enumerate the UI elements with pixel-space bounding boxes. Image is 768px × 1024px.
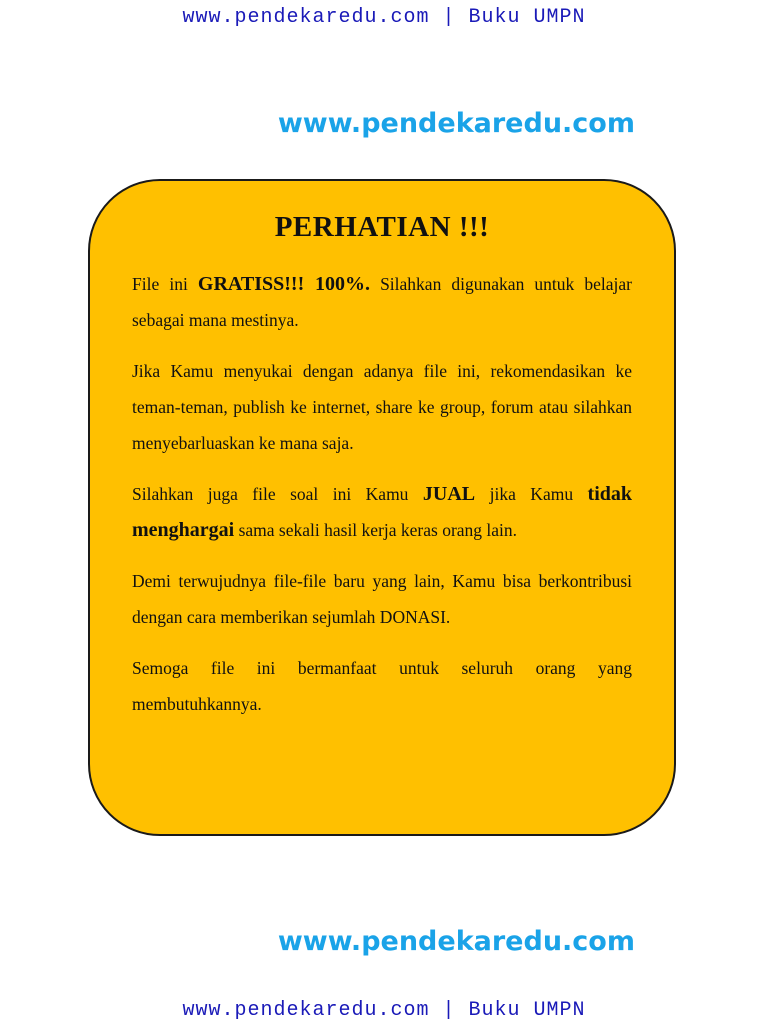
footer-text: www.pendekaredu.com | Buku UMPN: [182, 999, 586, 1022]
notice-title: PERHATIAN !!!: [274, 211, 490, 243]
notice-box: [88, 179, 676, 836]
sell-emphasis: JUAL: [422, 483, 476, 505]
text-run: File ini: [132, 274, 198, 294]
notice-paragraph-share: Jika Kamu menyukai dengan adanya file ini, rekomendasikan ke teman-teman, publish ke internet, share ke group, forum atau silahkan menyebarluaskan ke mana saja.: [132, 361, 632, 453]
page-footer: [0, 999, 768, 1022]
website-link-top[interactable]: www.pendekaredu.com: [277, 108, 635, 139]
text-run: jika Kamu: [475, 484, 588, 504]
notice-paragraph-closing: Semoga file ini bermanfaat untuk seluruh orang yang membutuhkannya.: [132, 658, 632, 714]
text-run: Silahkan juga file soal ini Kamu: [132, 484, 423, 504]
notice-paragraph-free: [132, 266, 632, 338]
free-emphasis: GRATISS!!! 100%.: [197, 273, 370, 295]
notice-paragraph-donation: Demi terwujudnya file-file baru yang lain, Kamu bisa berkontribusi dengan cara memberikan sejumlah DONASI.: [132, 571, 632, 627]
header-text: www.pendekaredu.com | Buku UMPN: [182, 6, 586, 29]
text-run: sama sekali hasil kerja keras orang lain.: [234, 520, 518, 540]
text-run: Silahkan digunakan untuk belajar sebagai mana mestinya.: [132, 274, 633, 330]
not-appreciate-emphasis: tidak menghargai: [132, 483, 633, 541]
notice-paragraph-sell: [132, 476, 632, 548]
page-header: [0, 6, 768, 29]
website-link-bottom[interactable]: www.pendekaredu.com: [277, 926, 635, 957]
